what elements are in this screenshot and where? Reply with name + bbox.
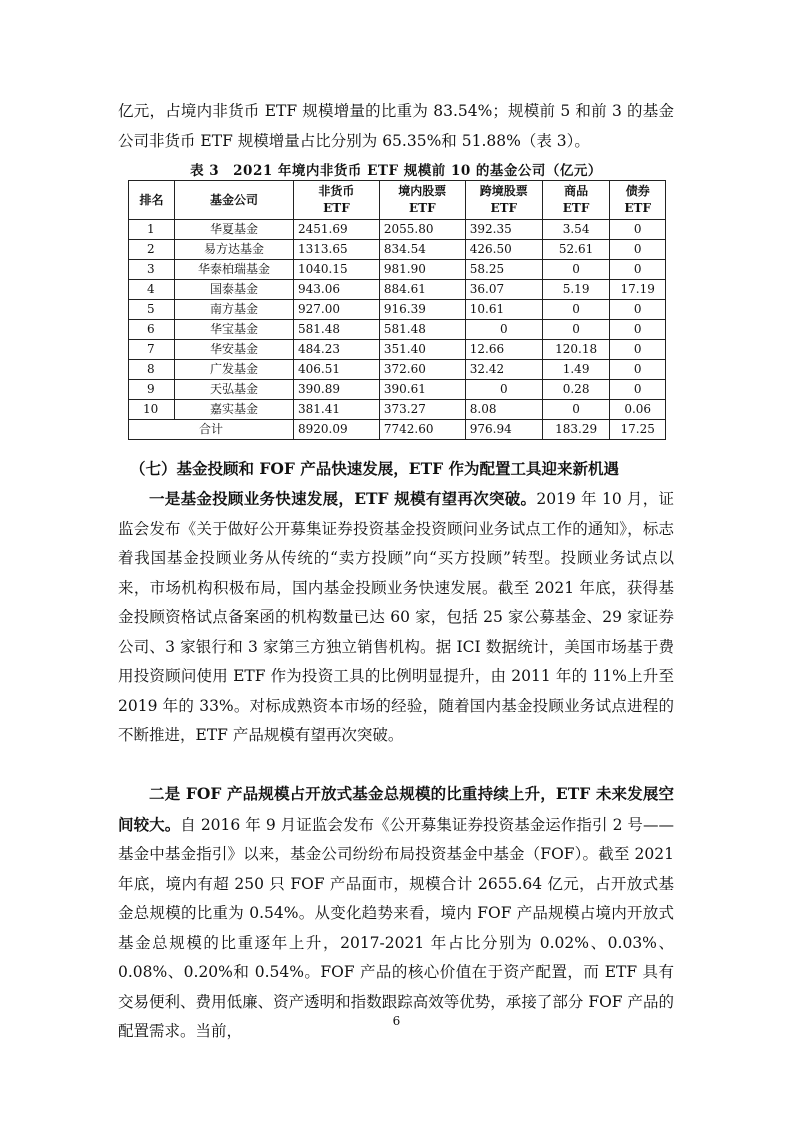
cell-domestic: 373.27 — [379, 400, 465, 420]
cell-rank: 9 — [129, 380, 175, 400]
intro-paragraph: 亿元，占境内非货币 ETF 规模增量的比重为 83.54%；规模前 5 和前 3 的基金公司非货币 ETF 规模增量占比分别为 65.35%和 51.88%（表 3）。 — [118, 102, 674, 150]
header-bond-line1: 债券 — [625, 184, 650, 198]
cell-company: 华泰柏瑞基金 — [175, 260, 294, 280]
header-nonmoney-line2: ETF — [323, 201, 350, 215]
cell-bond: 0 — [610, 340, 666, 360]
table-row — [129, 260, 666, 280]
cell-bond: 0 — [610, 220, 666, 240]
cell-rank: 7 — [129, 340, 175, 360]
table-row — [129, 340, 666, 360]
cell-company: 南方基金 — [175, 300, 294, 320]
cell-cross: 8.08 — [465, 400, 542, 420]
header-cross-line1: 跨境股票 — [479, 184, 528, 198]
cell-commodity: 0 — [542, 400, 610, 420]
cell-nonmoney: 1313.65 — [294, 240, 380, 260]
cell-cross: 58.25 — [465, 260, 542, 280]
cell-cross: 32.42 — [465, 360, 542, 380]
paragraph-1-body: 2019 年 10 月，证监会发布《关于做好公开募集证券投资基金投资顾问业务试点工作的通知》，标志着我国基金投顾业务从传统的“卖方投顾”向“买方投顾”转型。投顾业务试点以来，市场机构积极布局，国内基金投顾业务快速发展。截至 2021 年底，获得基金投顾资格试点备案函的机构数量已达 60 家，包括 25 家公募基金、29 家证券公司、3 家银行和 3 家第三方独立销售机构。据 ICI 数据统计，美国市场基于费用投资顾问使用 ETF 作为投资工具的比例明显提升，由 2011 年的 11%上升至 2019 年的 33%。对标成熟资本市场的经验，随着国内基金投顾业务试点进程的不断推进，ETF 产品规模有望再次突破。 — [118, 490, 674, 744]
table-row — [129, 400, 666, 420]
header-cross-line2: ETF — [490, 201, 518, 215]
cell-rank: 5 — [129, 300, 175, 320]
cell-total-cross: 976.94 — [465, 420, 542, 440]
table-body — [129, 220, 666, 440]
table-row — [129, 380, 666, 400]
paragraph-fof — [118, 779, 674, 1047]
cell-bond: 0 — [610, 360, 666, 380]
cell-rank: 1 — [129, 220, 175, 240]
cell-cross: 426.50 — [465, 240, 542, 260]
cell-nonmoney: 390.89 — [294, 380, 380, 400]
table-row — [129, 300, 666, 320]
cell-commodity: 5.19 — [542, 280, 610, 300]
cell-domestic: 2055.80 — [379, 220, 465, 240]
table-row — [129, 360, 666, 380]
paragraph-1-lead: 一是基金投顾业务快速发展，ETF 规模有望再次突破。 — [149, 489, 537, 508]
cell-nonmoney: 484.23 — [294, 340, 380, 360]
header-domestic-line1: 境内股票 — [398, 184, 447, 198]
cell-bond: 0.06 — [610, 400, 666, 420]
cell-total-label: 合计 — [129, 420, 294, 440]
cell-company: 华宝基金 — [175, 320, 294, 340]
cell-rank: 6 — [129, 320, 175, 340]
cell-domestic: 981.90 — [379, 260, 465, 280]
cell-company: 广发基金 — [175, 360, 294, 380]
cell-cross: 392.35 — [465, 220, 542, 240]
cell-cross: 12.66 — [465, 340, 542, 360]
cell-commodity: 0 — [542, 260, 610, 280]
cell-rank: 4 — [129, 280, 175, 300]
cell-domestic: 372.60 — [379, 360, 465, 380]
header-company: 基金公司 — [175, 181, 294, 220]
cell-domestic: 351.40 — [379, 340, 465, 360]
cell-commodity: 120.18 — [542, 340, 610, 360]
cell-commodity: 0 — [542, 320, 610, 340]
cell-cross: 10.61 — [465, 300, 542, 320]
cell-company: 嘉实基金 — [175, 400, 294, 420]
cell-nonmoney: 381.41 — [294, 400, 380, 420]
table-row — [129, 220, 666, 240]
section-heading: （七）基金投顾和 FOF 产品快速发展，ETF 作为配置工具迎来新机遇 — [130, 459, 620, 478]
cell-total-domestic: 7742.60 — [379, 420, 465, 440]
cell-cross: 36.07 — [465, 280, 542, 300]
header-nonmoney-line1: 非货币 — [318, 184, 355, 198]
paragraph-2-lead: 二是 FOF 产品规模占开放式基金总规模的比重持续上升，ETF 未来发展空间较大。 — [118, 784, 674, 834]
cell-cross: 0 — [465, 380, 542, 400]
cell-nonmoney: 581.48 — [294, 320, 380, 340]
cell-commodity: 0.28 — [542, 380, 610, 400]
cell-commodity: 3.54 — [542, 220, 610, 240]
table-row — [129, 280, 666, 300]
page-number: 6 — [392, 1014, 401, 1028]
cell-company: 华安基金 — [175, 340, 294, 360]
table-total-row — [129, 420, 666, 440]
cell-commodity: 0 — [542, 300, 610, 320]
table-row — [129, 320, 666, 340]
cell-domestic: 834.54 — [379, 240, 465, 260]
cell-company: 国泰基金 — [175, 280, 294, 300]
cell-cross: 0 — [465, 320, 542, 340]
cell-company: 易方达基金 — [175, 240, 294, 260]
cell-nonmoney: 927.00 — [294, 300, 380, 320]
cell-rank: 3 — [129, 260, 175, 280]
cell-total-nonmoney: 8920.09 — [294, 420, 380, 440]
cell-nonmoney: 406.51 — [294, 360, 380, 380]
header-domestic-line2: ETF — [409, 201, 436, 215]
cell-nonmoney: 2451.69 — [294, 220, 380, 240]
header-nonmoney — [294, 181, 380, 220]
cell-company: 天弘基金 — [175, 380, 294, 400]
paragraph-investment-advisory — [118, 484, 674, 751]
paragraph-2-body: 自 2016 年 9 月证监会发布《公开募集证券投资基金运作指引 2 号——基金中基金指引》以来，基金公司纷纷布局投资基金中基金（FOF）。截至 2021 年底，境内有超 250 只 FOF 产品面市，规模合计 2655.64 亿元，占开放式基金总规模的比重为 0.54%。从变化趋势来看，境内 FOF 产品规模占境内开放式基金总规模的比重逐年上升，2017-2021 年占比分别为 0.02%、0.03%、0.08%、0.20%和 0.54%。FOF 产品的核心价值在于资产配置，而 ETF 具有交易便利、费用低廉、资产透明和指数跟踪高效等优势，承接了部分 FOF 产品的配置需求。当前， — [118, 815, 674, 1040]
cell-nonmoney: 1040.15 — [294, 260, 380, 280]
table-row — [129, 240, 666, 260]
header-commodity — [542, 181, 610, 220]
cell-total-commodity: 183.29 — [542, 420, 610, 440]
cell-bond: 0 — [610, 260, 666, 280]
cell-rank: 2 — [129, 240, 175, 260]
cell-rank: 10 — [129, 400, 175, 420]
header-cross — [465, 181, 542, 220]
cell-bond: 0 — [610, 320, 666, 340]
header-bond-line2: ETF — [624, 201, 651, 215]
header-domestic — [379, 181, 465, 220]
cell-commodity: 1.49 — [542, 360, 610, 380]
cell-domestic: 884.61 — [379, 280, 465, 300]
header-bond — [610, 181, 666, 220]
cell-domestic: 916.39 — [379, 300, 465, 320]
fund-company-table — [128, 180, 666, 440]
cell-rank: 8 — [129, 360, 175, 380]
cell-bond: 0 — [610, 300, 666, 320]
table-caption: 表 3 2021 年境内非货币 ETF 规模前 10 的基金公司（亿元） — [190, 163, 602, 179]
cell-commodity: 52.61 — [542, 240, 610, 260]
cell-company: 华夏基金 — [175, 220, 294, 240]
cell-total-bond: 17.25 — [610, 420, 666, 440]
header-rank: 排名 — [129, 181, 175, 220]
cell-bond: 17.19 — [610, 280, 666, 300]
cell-domestic: 390.61 — [379, 380, 465, 400]
header-commodity-line2: ETF — [562, 201, 590, 215]
cell-bond: 0 — [610, 380, 666, 400]
cell-bond: 0 — [610, 240, 666, 260]
table-header-row — [129, 181, 666, 220]
cell-domestic: 581.48 — [379, 320, 465, 340]
header-commodity-line1: 商品 — [564, 184, 589, 198]
cell-nonmoney: 943.06 — [294, 280, 380, 300]
